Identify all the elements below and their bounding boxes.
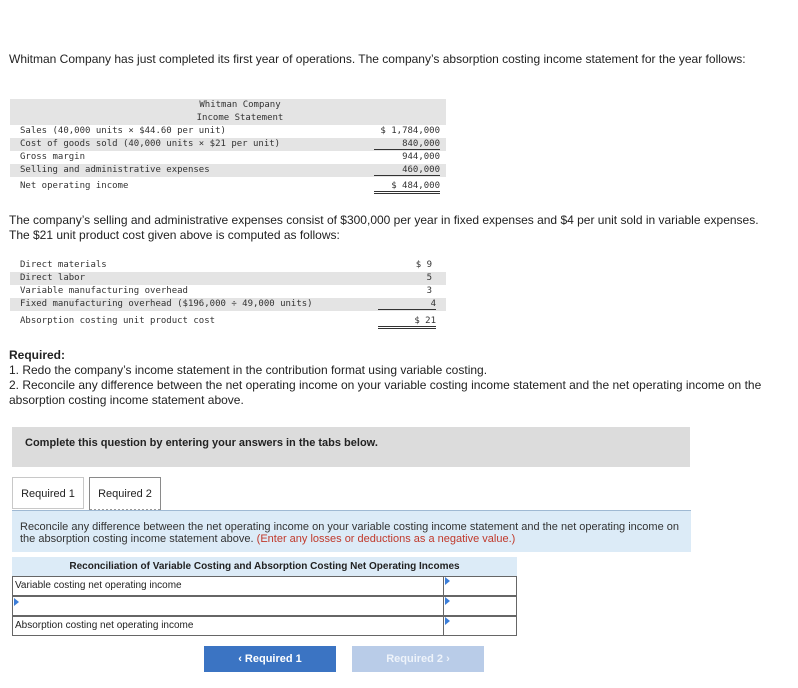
uc-row-label: Fixed manufacturing overhead ($196,000 ÷ 49,000 units) [20, 299, 313, 309]
uc-row-value: 5 [426, 273, 432, 283]
table-row [10, 315, 446, 328]
required-heading: Required: [9, 348, 66, 362]
is-row-value: 840,000 [374, 139, 440, 150]
variable-income-label: Variable costing net operating income [15, 580, 182, 591]
income-statement-table [10, 99, 446, 196]
prev-required-1-button[interactable]: ‹ Required 1 [204, 646, 336, 672]
absorption-income-label: Absorption costing net operating income [15, 620, 194, 631]
table-row [10, 272, 446, 285]
instructions-body: Reconcile any difference between the net operating income on your variable costing income statement and the net operating income on the absorption costing income statement above. [20, 521, 679, 545]
instructions-text [20, 521, 685, 545]
tab-required-1[interactable]: Required 1 [12, 477, 84, 509]
reconciliation-row-adjustment [12, 596, 517, 616]
uc-row-label: Direct labor [20, 273, 86, 283]
is-row-value: $ 1,784,000 [380, 126, 440, 136]
uc-row-value: $ 21 [378, 316, 436, 329]
adjustment-label-input[interactable] [13, 597, 443, 615]
is-statement-title: Income Statement [196, 113, 284, 123]
table-row [10, 151, 446, 164]
table-row [10, 164, 446, 177]
is-row-label: Selling and administrative expenses [20, 165, 210, 175]
reconciliation-row-absorption [12, 616, 517, 636]
intro-text: Whitman Company has just completed its first year of operations. The company’s absorption costing income statement for the year follows: [9, 52, 746, 66]
reconciliation-title: Reconciliation of Variable Costing and Absorption Costing Net Operating Incomes [12, 557, 517, 576]
cost-description-text: The company’s selling and administrative expenses consist of $300,000 per year in fixed expenses and $4 per unit sold in variable expenses. The $21 unit product cost given above is computed as follows: [9, 213, 759, 242]
table-row [10, 138, 446, 151]
table-row [10, 259, 446, 272]
banner-text: Complete this question by entering your answers in the tabs below. [25, 437, 378, 449]
uc-row-value: 4 [378, 299, 436, 310]
input-flag-icon [445, 577, 450, 585]
is-row-value: 460,000 [374, 165, 440, 176]
table-row [10, 298, 446, 311]
uc-row-label: Variable manufacturing overhead [20, 286, 188, 296]
is-row-label: Net operating income [20, 181, 129, 191]
table-row [10, 285, 446, 298]
absorption-income-input[interactable] [443, 616, 517, 636]
uc-row-label: Absorption costing unit product cost [20, 316, 216, 326]
tab-instructions [12, 510, 691, 552]
unit-cost-table [10, 259, 446, 332]
is-row-label: Gross margin [20, 152, 86, 162]
is-row-value: 944,000 [402, 152, 440, 162]
is-header-row [10, 112, 446, 125]
is-row-value: $ 484,000 [374, 181, 440, 194]
input-flag-icon [445, 597, 450, 605]
uc-row-value: $ 9 [415, 260, 432, 270]
reconciliation-row-variable [12, 576, 517, 596]
is-row-label: Cost of goods sold (40,000 units × $21 per unit) [20, 139, 281, 149]
instructions-banner [12, 427, 690, 467]
uc-row-label: Direct materials [20, 260, 107, 270]
tab-required-2[interactable] [89, 477, 161, 511]
next-required-2-button[interactable]: Required 2 › [352, 646, 484, 672]
uc-row-value: 3 [426, 286, 432, 296]
input-flag-icon [445, 617, 450, 625]
variable-income-input[interactable] [443, 576, 517, 596]
input-flag-icon [14, 598, 19, 606]
is-row-label: Sales (40,000 units × $44.60 per unit) [20, 126, 226, 136]
is-header-row [10, 99, 446, 112]
is-company-name: Whitman Company [199, 100, 281, 110]
instructions-note: (Enter any losses or deductions as a negative value.) [256, 533, 516, 545]
tab-label: Required 2 [98, 488, 152, 500]
required-item-1: 1. Redo the company’s income statement in the contribution format using variable costing. [9, 363, 488, 377]
table-row [10, 180, 446, 193]
adjustment-amount-input[interactable] [443, 596, 517, 616]
table-row [10, 125, 446, 138]
required-item-2: 2. Reconcile any difference between the net operating income on your variable costing income statement and the net operating income on the absorption costing income statement above. [9, 378, 762, 407]
